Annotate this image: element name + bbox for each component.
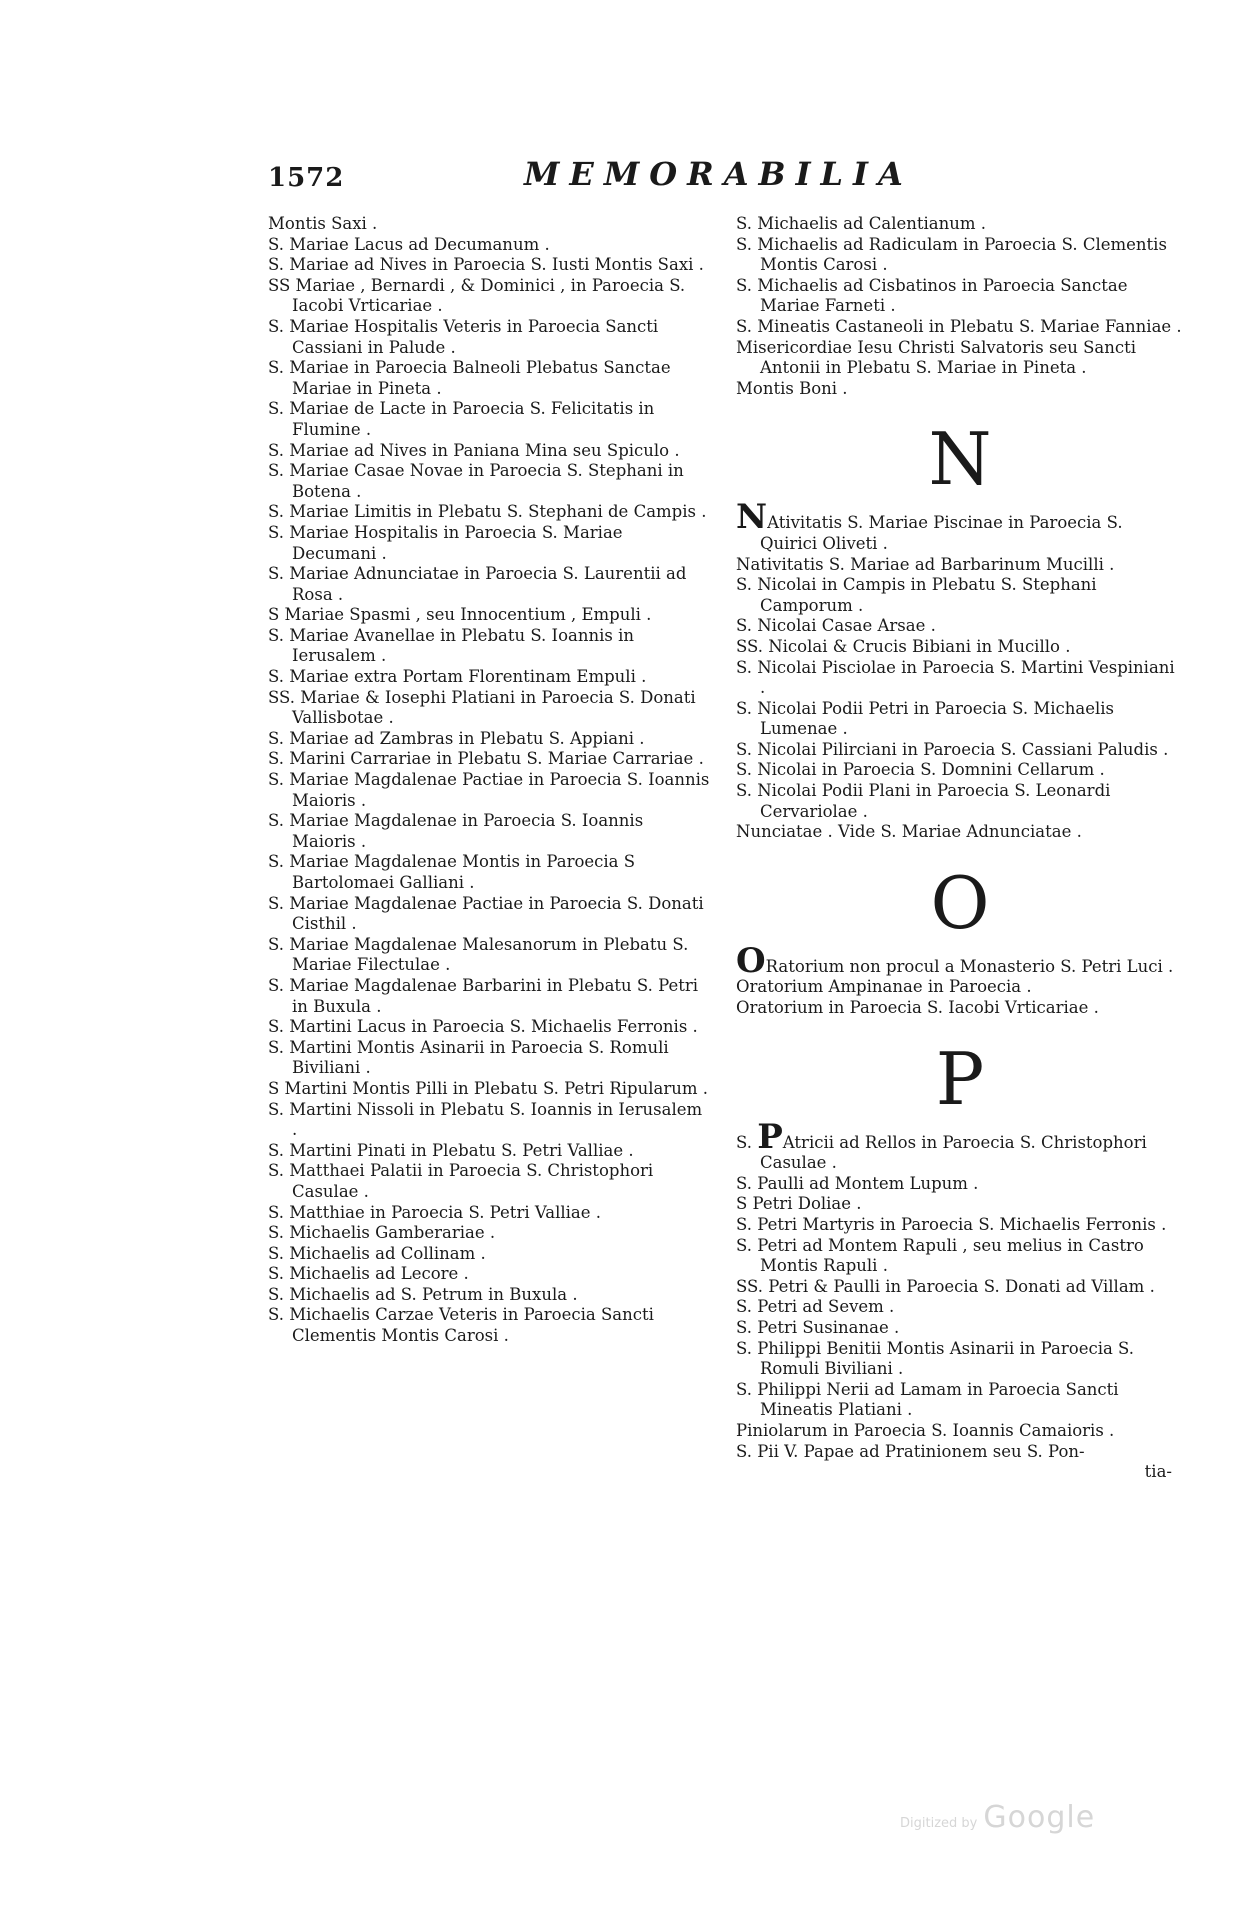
- list-item: S. Martini Pinati in Plebatu S. Petri Valliae .: [268, 1140, 634, 1160]
- list-item: S. Mariae Limitis in Plebatu S. Stephani de Campis .: [268, 502, 707, 522]
- list-item: S. Mariae Magdalenae Barbarini in Plebatu S. Petri in Buxula .: [268, 975, 699, 1016]
- list-item: S. Petri ad Montem Rapuli , seu melius in Castro Montis Rapuli .: [736, 1235, 1144, 1276]
- running-title: MEMORABILIA: [524, 155, 913, 193]
- list-item: S Martini Montis Pilli in Plebatu S. Petri Ripularum .: [268, 1078, 708, 1098]
- list-item: Montis Boni .: [736, 378, 848, 398]
- section-heading-p: P: [935, 1036, 985, 1121]
- page-number: 1572: [268, 163, 345, 193]
- list-item-first: [736, 940, 1184, 981]
- list-item: Montis Saxi .: [268, 214, 378, 233]
- list-item: S. Matthiae in Paroecia S. Petri Valliae .: [268, 1202, 602, 1222]
- list-item: S. Mariae Magdalenae in Paroecia S. Ioannis Maioris .: [268, 811, 644, 851]
- entry-text: Atricii ad Rellos in Paroecia S. Christophori Casulae .: [760, 1132, 1147, 1173]
- list-item: S. Nicolai Pisciolae in Paroecia S. Martini Vespiniani .: [736, 657, 1175, 698]
- page-header: [268, 155, 928, 203]
- drop-initial: N: [736, 497, 768, 538]
- list-item: S. Marini Carrariae in Plebatu S. Mariae Carrariae .: [268, 749, 704, 769]
- list-item: S. Mariae Magdalenae Pactiae in Paroecia S. Donati Cisthil .: [268, 893, 704, 934]
- list-item: S. Mariae Casae Novae in Paroecia S. Stephani in Botena .: [268, 461, 684, 501]
- list-item: S. Mariae ad Nives in Paniana Mina seu Spiculo .: [268, 440, 680, 460]
- list-item: S. Philippi Nerii ad Lamam in Paroecia Sancti Mineatis Platiani .: [736, 1379, 1119, 1420]
- list-item: S. Nicolai in Paroecia S. Domnini Cellarum .: [736, 760, 1105, 780]
- list-item: Nativitatis S. Mariae ad Barbarinum Mucilli .: [736, 554, 1115, 574]
- list-item: S. Mariae Magdalenae Montis in Paroecia S Bartolomaei Galliani .: [268, 852, 636, 892]
- entry-text: Ativitatis S. Mariae Piscinae in Paroecia S. Quirici Oliveti .: [760, 513, 1123, 553]
- list-item: S. Mariae Lacus ad Decumanum .: [268, 234, 550, 254]
- list-item: S. Mariae Hospitalis Veteris in Paroecia Sancti Cassiani in Palude .: [268, 316, 659, 357]
- list-item: S. Mariae de Lacte in Paroecia S. Felicitatis in Flumine .: [268, 399, 655, 439]
- list-item: S. Mariae Magdalenae Malesanorum in Plebatu S. Mariae Filectulae .: [268, 934, 689, 975]
- list-item: Piniolarum in Paroecia S. Ioannis Camaioris .: [736, 1420, 1115, 1440]
- list-item: S. Mariae Avanellae in Plebatu S. Ioannis in Ierusalem .: [268, 625, 634, 666]
- list-item: S. Mariae Adnunciatae in Paroecia S. Laurentii ad Rosa .: [268, 564, 687, 604]
- list-item: SS. Mariae & Iosephi Platiani in Paroecia S. Donati Vallisbotae .: [268, 687, 696, 728]
- watermark-prefix: Digitized by: [900, 1816, 978, 1831]
- left-column: [268, 214, 710, 1347]
- list-item: S. Michaelis ad Calentianum .: [736, 214, 987, 233]
- list-item: SS. Nicolai & Crucis Bibiani in Mucillo .: [736, 636, 1071, 656]
- drop-initial: P: [757, 1116, 783, 1157]
- entry-prefix: S.: [736, 1132, 758, 1152]
- list-item: S. Nicolai in Campis in Plebatu S. Stephani Camporum .: [736, 575, 1097, 615]
- list-item: S. Petri Martyris in Paroecia S. Michaelis Ferronis .: [736, 1215, 1167, 1234]
- list-item: SS. Petri & Paulli in Paroecia S. Donati ad Villam .: [736, 1276, 1155, 1296]
- google-watermark: [900, 1800, 1095, 1835]
- list-item-first: [736, 497, 1184, 554]
- list-item: S. Pii V. Papae ad Pratinionem seu S. Pon-: [736, 1441, 1085, 1461]
- right-column: [736, 214, 1184, 1483]
- list-item: S. Nicolai Podii Petri in Paroecia S. Michaelis Lumenae .: [736, 698, 1115, 739]
- list-item: S. Michaelis ad Collinam .: [268, 1243, 486, 1263]
- list-item: S. Mariae extra Portam Florentinam Empuli .: [268, 667, 647, 687]
- list-item: S. Paulli ad Montem Lupum .: [736, 1173, 979, 1193]
- list-item: S. Mariae ad Zambras in Plebatu S. Appiani .: [268, 728, 645, 748]
- list-item: S. Nicolai Casae Arsae .: [736, 616, 936, 636]
- list-item: S. Mariae in Paroecia Balneoli Plebatus Sanctae Mariae in Pineta .: [268, 358, 671, 398]
- list-item-first: [736, 1116, 1184, 1174]
- list-item: S. Mariae Hospitalis in Paroecia S. Mariae Decumani .: [268, 522, 623, 563]
- list-item: Misericordiae Iesu Christi Salvatoris seu Sancti Antonii in Plebatu S. Mariae in Pineta .: [736, 337, 1137, 378]
- list-item: S. Martini Lacus in Paroecia S. Michaelis Ferronis .: [268, 1017, 698, 1037]
- list-item: S. Petri Susinanae .: [736, 1317, 900, 1337]
- list-item: S. Mariae Magdalenae Pactiae in Paroecia S. Ioannis Maioris .: [268, 770, 710, 810]
- list-item: S. Mineatis Castaneoli in Plebatu S. Mariae Fanniae .: [736, 316, 1182, 336]
- section-heading-o: O: [930, 860, 990, 945]
- list-item: S. Michaelis ad S. Petrum in Buxula .: [268, 1284, 578, 1304]
- list-item: S. Mariae ad Nives in Paroecia S. Iusti Montis Saxi .: [268, 255, 704, 275]
- list-item: S. Nicolai Podii Plani in Paroecia S. Leonardi Cervariolae .: [736, 781, 1111, 821]
- list-item: S. Philippi Benitii Montis Asinarii in Paroecia S. Romuli Biviliani .: [736, 1338, 1135, 1379]
- list-item: Oratorium in Paroecia S. Iacobi Vrticariae .: [736, 998, 1099, 1018]
- entry-text: Ratorium non procul a Monasterio S. Petri Luci .: [765, 956, 1174, 976]
- list-item: S. Michaelis Gamberariae .: [268, 1223, 496, 1243]
- watermark-brand: Google: [983, 1800, 1096, 1835]
- list-item: S. Matthaei Palatii in Paroecia S. Christophori Casulae .: [268, 1161, 654, 1201]
- list-item: S Mariae Spasmi , seu Innocentium , Empuli .: [268, 605, 652, 625]
- list-item: Oratorium Ampinanae in Paroecia .: [736, 977, 1032, 997]
- list-item: S. Petri ad Sevem .: [736, 1297, 895, 1317]
- list-item: S. Michaelis ad Lecore .: [268, 1264, 469, 1284]
- catchword: tia-: [1144, 1462, 1172, 1482]
- list-item: S. Michaelis ad Radiculam in Paroecia S. Clementis Montis Carosi .: [736, 234, 1167, 275]
- list-item: S. Nicolai Pilirciani in Paroecia S. Cassiani Paludis .: [736, 739, 1169, 759]
- list-item: S. Martini Montis Asinarii in Paroecia S. Romuli Biviliani .: [268, 1037, 669, 1078]
- list-item: S Petri Doliae .: [736, 1194, 862, 1214]
- list-item: Nunciatae . Vide S. Mariae Adnunciatae .: [736, 822, 1082, 842]
- list-item: S. Martini Nissoli in Plebatu S. Ioannis in Ierusalem .: [268, 1099, 703, 1140]
- list-item: SS Mariae , Bernardi , & Dominici , in Paroecia S. Iacobi Vrticariae .: [268, 275, 686, 316]
- drop-initial: O: [736, 940, 766, 981]
- list-item: S. Michaelis Carzae Veteris in Paroecia Sancti Clementis Montis Carosi .: [268, 1305, 654, 1346]
- list-item: S. Michaelis ad Cisbatinos in Paroecia Sanctae Mariae Farneti .: [736, 275, 1128, 316]
- section-heading-n: N: [928, 417, 992, 502]
